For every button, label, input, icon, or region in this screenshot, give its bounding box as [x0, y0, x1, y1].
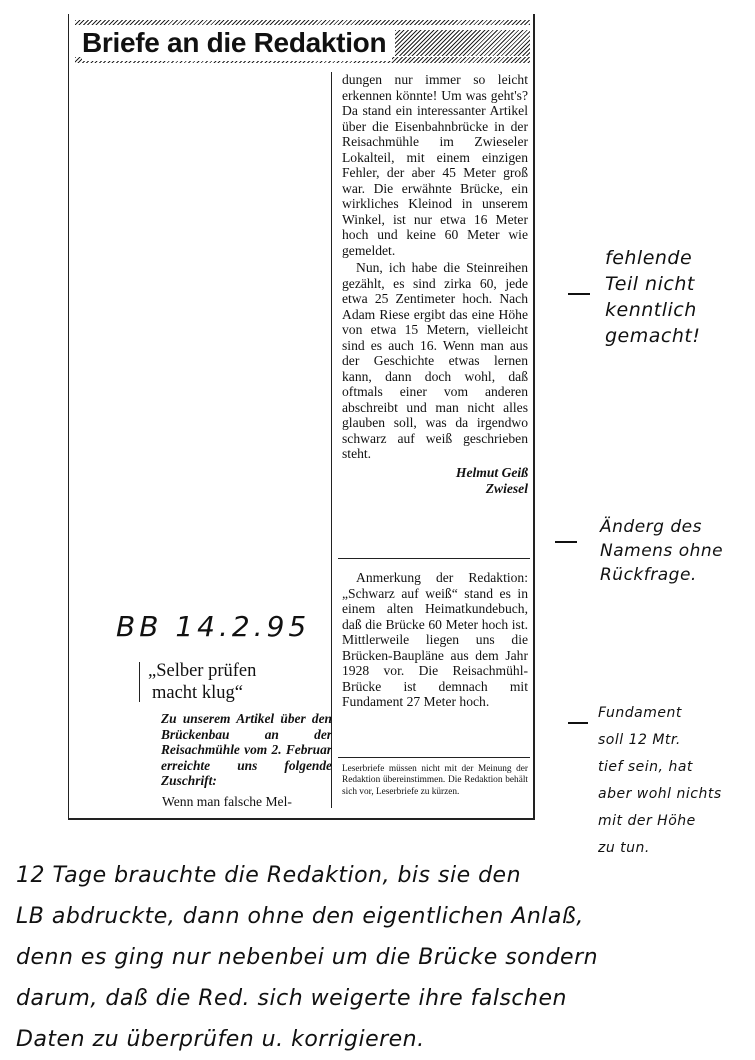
- letter-lead-line: Wenn man falsche Mel-: [162, 794, 292, 809]
- note-2-line: Namens ohne: [600, 541, 724, 561]
- annotation-dash-2: [555, 541, 577, 543]
- letter-place: Zwiesel: [485, 480, 528, 496]
- note-1-line: Teil nicht: [605, 273, 695, 295]
- note-2-line: Rückfrage.: [600, 565, 697, 585]
- handwritten-note-foundation: [598, 700, 722, 862]
- letter-author: Helmut Geiß: [455, 464, 528, 480]
- section-headline: Briefe an die Redaktion: [82, 25, 392, 61]
- bottom-comment-line: LB abdruckte, dann ohne den eigentlichen Anlaß,: [16, 904, 584, 929]
- handwritten-date: BB 14.2.95: [116, 610, 311, 643]
- note-1-line: fehlende: [605, 247, 693, 269]
- editor-note: Anmerkung der Redaktion: „Schwarz auf weiß“ stand es in einem alten Heimatkundebuch, daß die Brücke 60 Meter hoch ist. Mittlerweile liegen uns die Brücken-Baupläne aus dem Jahr 1928 vor. Die Reisachmühl-Brücke ist demnach mit Fundament 27 Meter hoch.: [342, 570, 528, 709]
- subhead-marker-bar: [139, 662, 140, 702]
- handwritten-note-missing-part: [605, 245, 700, 349]
- subhead-line-2: macht klug“: [152, 683, 243, 703]
- annotation-dash-1: [568, 293, 590, 295]
- headline-hatch-side: [395, 30, 530, 56]
- column-divider: [331, 72, 332, 808]
- reader-letter-disclaimer: Leserbriefe müssen nicht mit der Meinung der Redaktion übereinstimmen. Die Redaktion behält sich vor, Leserbriefe zu kürzen.: [342, 764, 528, 797]
- note-1-line: kenntlich: [605, 299, 697, 321]
- note-3-line: Fundament: [598, 705, 682, 721]
- letter-body: [342, 72, 528, 497]
- note-3-line: aber wohl nichts: [598, 786, 722, 802]
- disclaimer-rule: [338, 757, 530, 758]
- editor-intro: Zu unserem Artikel über den Brückenbau an der Reisachmühle vom 2. Februar erreichte uns folgende Zuschrift:: [161, 711, 332, 788]
- note-3-line: mit der Höhe: [598, 813, 696, 829]
- subhead-line-1: „Selber prüfen: [148, 661, 257, 681]
- handwritten-comment-bottom: [16, 855, 746, 1060]
- note-3-line: tief sein, hat: [598, 759, 693, 775]
- bottom-comment-line: 12 Tage brauchte die Redaktion, bis sie den: [16, 863, 522, 888]
- bottom-comment-line: darum, daß die Red. sich weigerte ihre falschen: [16, 986, 567, 1011]
- bottom-comment-line: denn es ging nur nebenbei um die Brücke sondern: [16, 945, 599, 970]
- note-2-line: Änderg des: [600, 517, 702, 537]
- clipping-bottom-edge: [68, 818, 535, 820]
- clipping-left-edge: [68, 14, 69, 820]
- annotation-dash-3: [568, 722, 588, 724]
- note-3-line: soll 12 Mtr.: [598, 732, 681, 748]
- bottom-comment-line: Daten zu überprüfen u. korrigieren.: [16, 1027, 425, 1052]
- letter-paragraph-2: Nun, ich habe die Steinreihen gezählt, es sind zirka 60, jede etwa 25 Zentimeter hoch. Nach Adam Riese ergibt das eine Höhe von etwa 15 Metern, vielleicht sind es auch 16. Wenn man aus der Geschichte etwas lernen kann, dann doch wohl, daß oftmals einer vom anderen abschreibt und man nicht alles glauben soll, was da irgendwo schwarz auf weiß geschrieben steht.: [342, 260, 528, 461]
- letter-subhead: [148, 660, 256, 704]
- clipping-right-edge: [533, 14, 535, 820]
- note-3-line: zu tun.: [598, 840, 650, 856]
- note-1-line: gemacht!: [605, 325, 701, 347]
- letter-paragraph-1: dungen nur immer so leicht erkennen könnte! Um was geht's? Da stand ein interessanter Artikel über die Eisenbahnbrücke in der Reisachmühle im Zwieseler Lokalteil, mit einem einzigen Fehler, der aber 45 Meter groß war. Die erwähnte Brücke, ein wirkliches Kleinod in unserem Winkel, ist nur etwa 16 Meter hoch und keine 60 Meter wie gemeldet.: [342, 72, 528, 258]
- signature-rule: [338, 558, 530, 559]
- handwritten-note-name-change: [600, 515, 723, 587]
